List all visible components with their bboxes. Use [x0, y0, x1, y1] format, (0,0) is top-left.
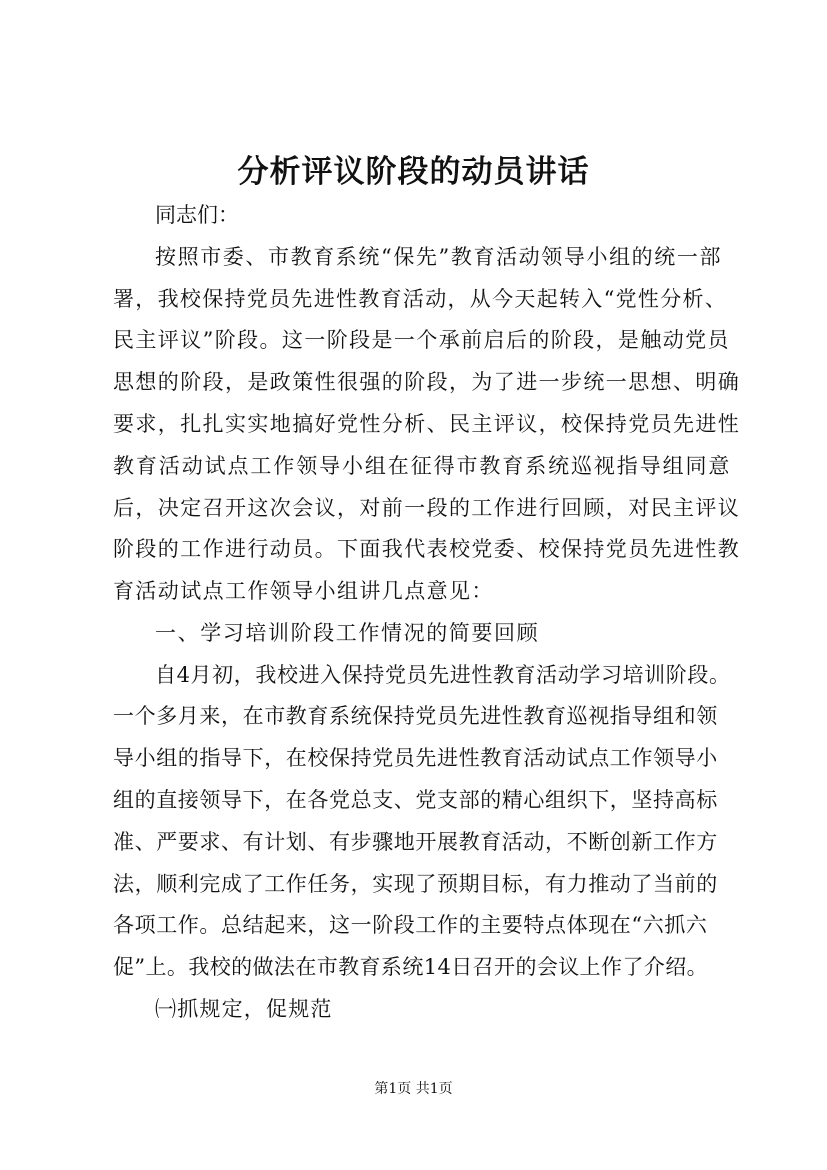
paragraph-line: 组的直接领导下，在各党总支、党支部的精心组织下，坚持高标: [113, 788, 718, 812]
paragraph-line: 导小组的指导下，在校保持党员先进性教育活动试点工作领导小: [113, 746, 718, 770]
salutation: 同志们：: [155, 203, 239, 227]
paragraph-line: 按照市委、市教育系统“保先”教育活动领导小组的统一部: [155, 245, 723, 269]
paragraph-line: 育活动试点工作领导小组讲几点意见：: [113, 579, 494, 603]
paragraph-line: 一个多月来，在市教育系统保持党员先进性教育巡视指导组和领: [113, 704, 718, 728]
document-title: 分析评议阶段的动员讲话: [237, 154, 590, 190]
subsection-heading: ㈠抓规定，促规范: [155, 997, 333, 1021]
paragraph-line: 民主评议”阶段。这一阶段是一个承前启后的阶段，是触动党员: [113, 328, 730, 352]
paragraph-line: 准、严要求、有计划、有步骤地开展教育活动，不断创新工作方: [113, 830, 718, 854]
paragraph-line: 自4月初，我校进入保持党员先进性教育活动学习培训阶段。: [155, 663, 731, 687]
paragraph-line: 阶段的工作进行动员。下面我代表校党委、校保持党员先进性教: [113, 537, 741, 561]
paragraph-line: 法，顺利完成了工作任务，实现了预期目标，有力推动了当前的: [113, 872, 718, 896]
paragraph-line: 署，我校保持党员先进性教育活动，从今天起转入“党性分析、: [113, 287, 728, 311]
paragraph-line: 各项工作。总结起来，这一阶段工作的主要特点体现在“六抓六: [113, 913, 708, 937]
page-number-footer: 第1页 共1页: [374, 1081, 453, 1097]
paragraph-line: 要求，扎扎实实地搞好党性分析、民主评议，校保持党员先进性: [113, 412, 741, 436]
paragraph-line: 教育活动试点工作领导小组在征得市教育系统巡视指导组同意: [113, 454, 732, 478]
section-heading: 一、学习培训阶段工作情况的简要回顾: [155, 621, 540, 645]
paragraph-line: 促”上。我校的做法在市教育系统14日召开的会议上作了介绍。: [113, 955, 709, 979]
paragraph-line: 后，决定召开这次会议，对前一段的工作进行回顾，对民主评议: [113, 496, 741, 520]
paragraph-line: 思想的阶段，是政策性很强的阶段，为了进一步统一思想、明确: [113, 370, 741, 394]
